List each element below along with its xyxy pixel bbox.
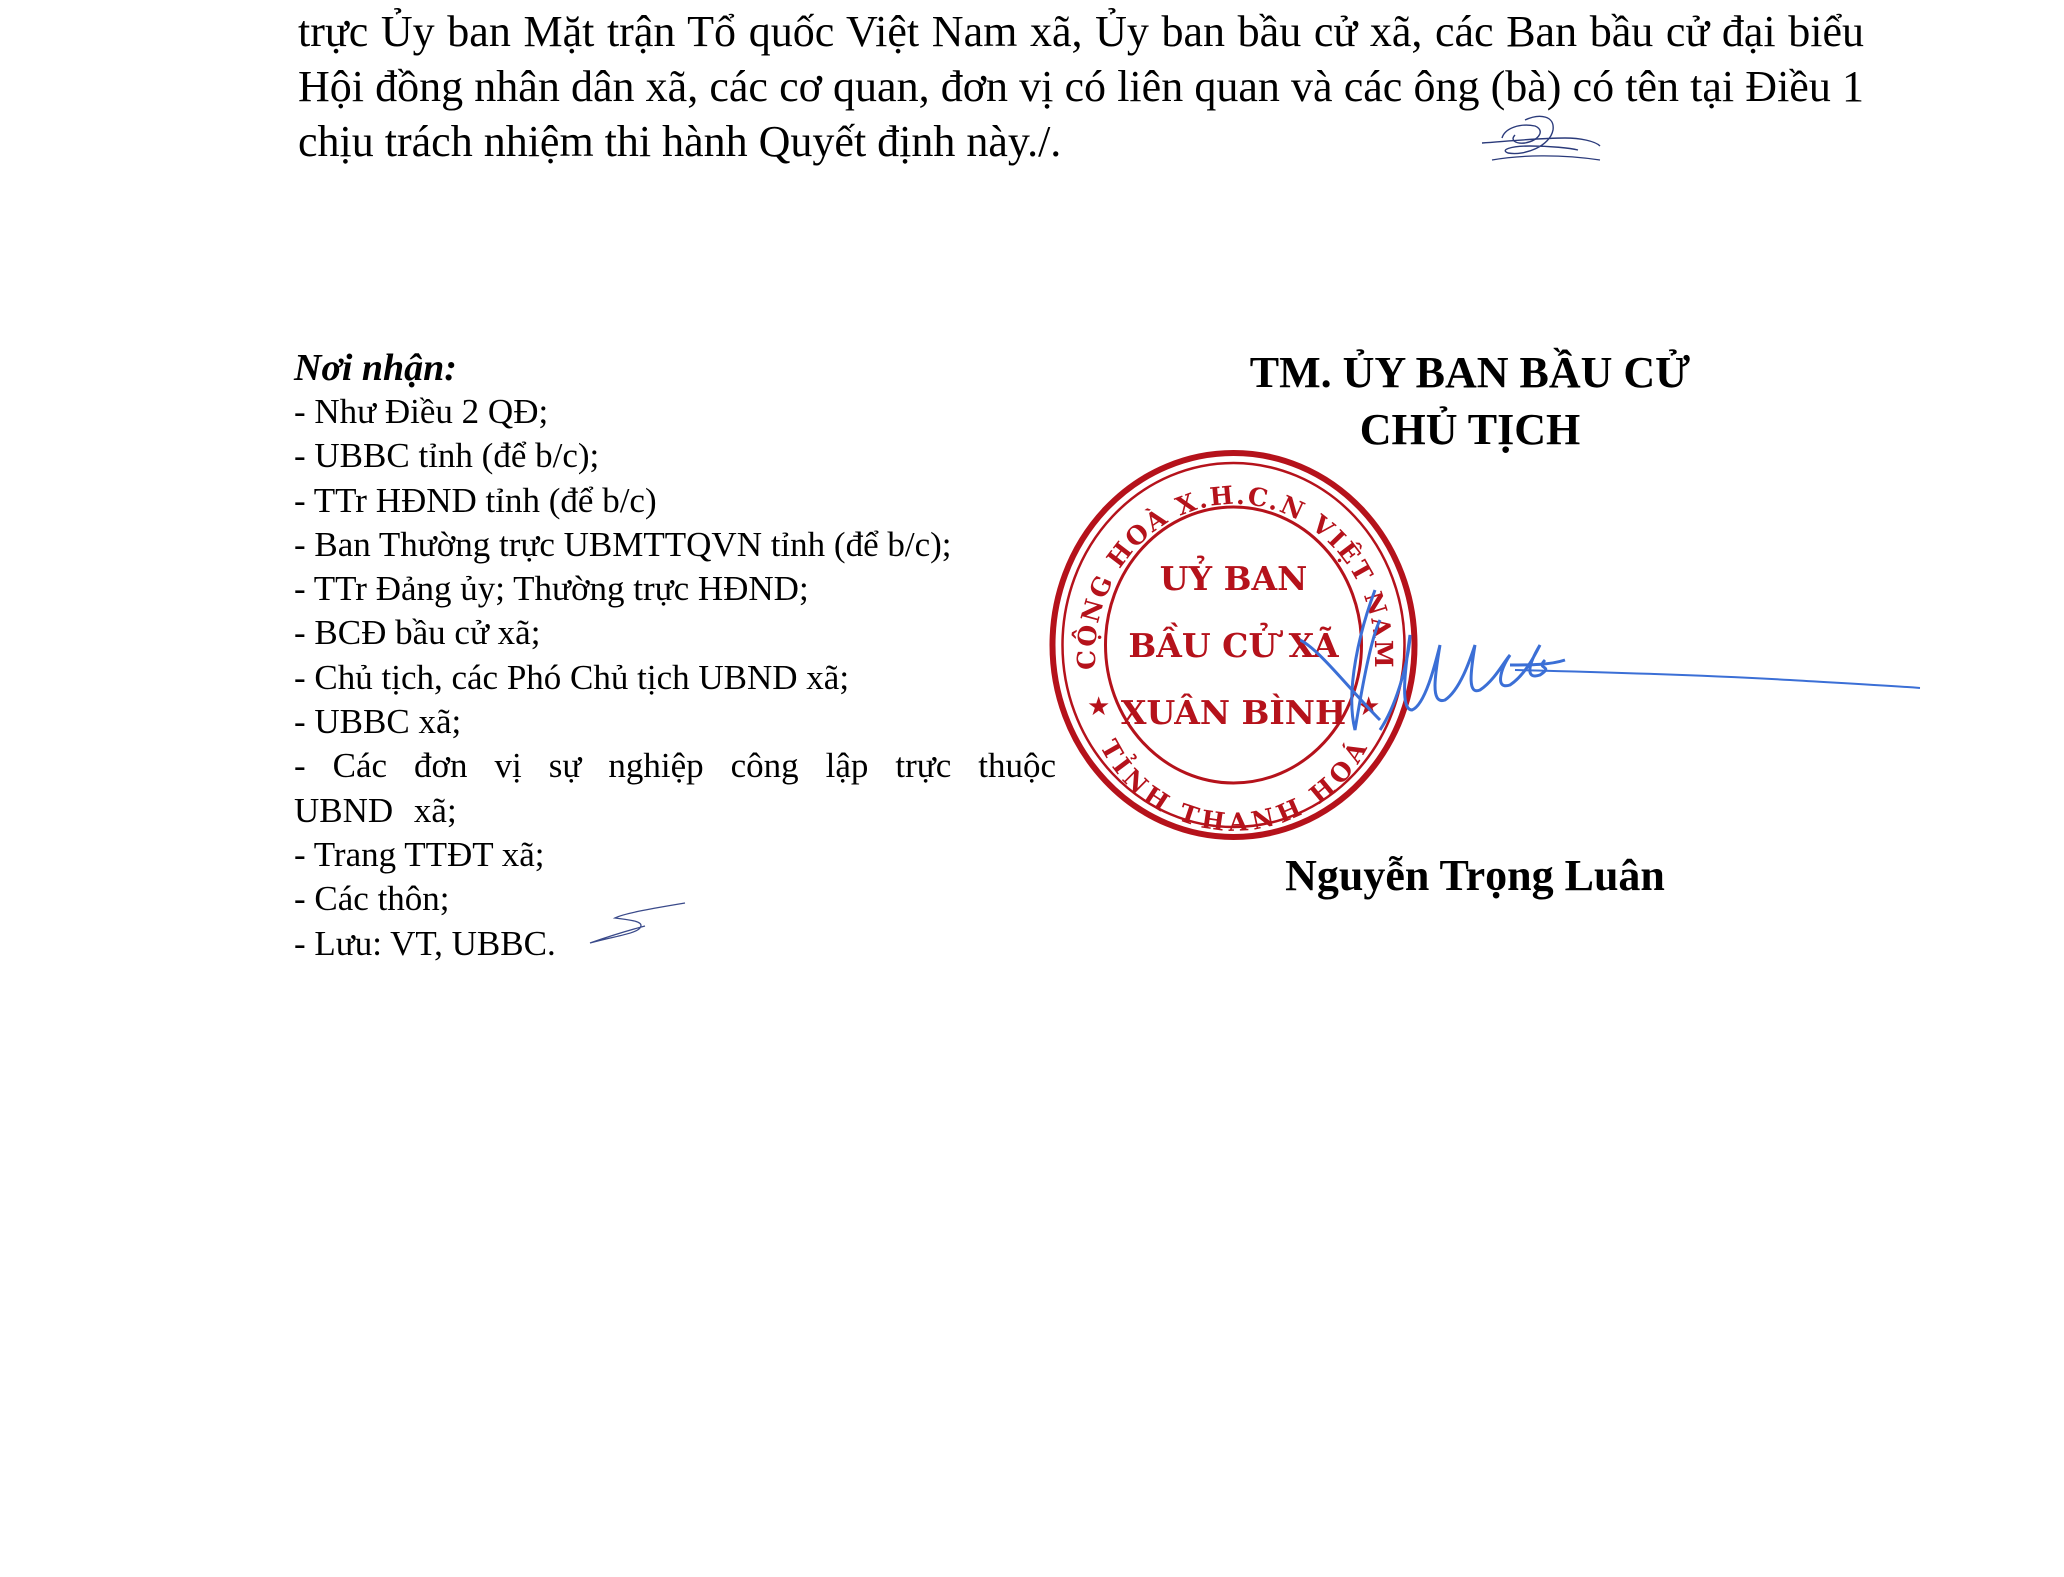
svg-text:CỘNG HOÀ X.H.C.N VIỆT NAM: CỘNG HOÀ X.H.C.N VIỆT NAM xyxy=(1071,480,1399,671)
svg-text:XUÂN BÌNH: XUÂN BÌNH xyxy=(1120,693,1347,732)
svg-text:BẦU CỬ XÃ: BẦU CỬ XÃ xyxy=(1128,626,1339,665)
recipient-item: - Như Điều 2 QĐ; xyxy=(294,392,549,431)
signer-name: Nguyễn Trọng Luân xyxy=(1285,851,1665,900)
closing-paragraph: trực Ủy ban Mặt trận Tổ quốc Việt Nam xã, Ủy ban bầu cử xã, các Ban bầu cử đại biểu Hội đồng nhân dân xã, các cơ quan, đơn vị có liên quan và các ông (bà) có tên tại Điều 1 chịu trách nhiệm thi hành Quyết định này./. xyxy=(298,7,1864,166)
svg-text:★: ★ xyxy=(1087,692,1111,722)
recipient-item: - BCĐ bầu cử xã; xyxy=(294,613,541,653)
recipients-list xyxy=(294,390,1064,966)
recipient-item: - Lưu: VT, UBBC. xyxy=(294,923,556,963)
recipient-item: - Ban Thường trực UBMTTQVN tỉnh (để b/c); xyxy=(294,524,952,564)
signature-block xyxy=(1160,344,1780,458)
svg-text:TỈNH THANH HOÁ: TỈNH THANH HOÁ xyxy=(1094,734,1374,837)
svg-text:★: ★ xyxy=(1357,692,1381,722)
initial-mark-icon xyxy=(1480,108,1630,168)
svg-text:UỶ BAN: UỶ BAN xyxy=(1159,559,1308,598)
handwritten-signature-icon xyxy=(1300,580,1960,760)
recipient-item: - UBBC xã; xyxy=(294,702,462,742)
recipient-item: - Các thôn; xyxy=(294,879,450,919)
recipients-title: Nơi nhận: xyxy=(294,347,457,389)
recipient-item: - TTr Đảng ủy; Thường trực HĐND; xyxy=(294,569,809,609)
recipient-item: - Các đơn vị sự nghiệp công lập trực thuộc UBND xã; xyxy=(294,746,1056,830)
signature-title: TM. ỦY BAN BẦU CỬ xyxy=(1249,348,1691,397)
signature-position: CHỦ TỊCH xyxy=(1359,405,1581,454)
recipient-item: - UBBC tỉnh (để b/c); xyxy=(294,436,600,476)
recipient-item: - TTr HĐND tỉnh (để b/c) xyxy=(294,480,657,520)
recipient-item: - Chủ tịch, các Phó Chủ tịch UBND xã; xyxy=(294,657,850,697)
recipients-section xyxy=(294,346,1064,966)
initial-mark-icon xyxy=(585,898,695,953)
recipient-item: - Trang TTĐT xã; xyxy=(294,834,545,874)
